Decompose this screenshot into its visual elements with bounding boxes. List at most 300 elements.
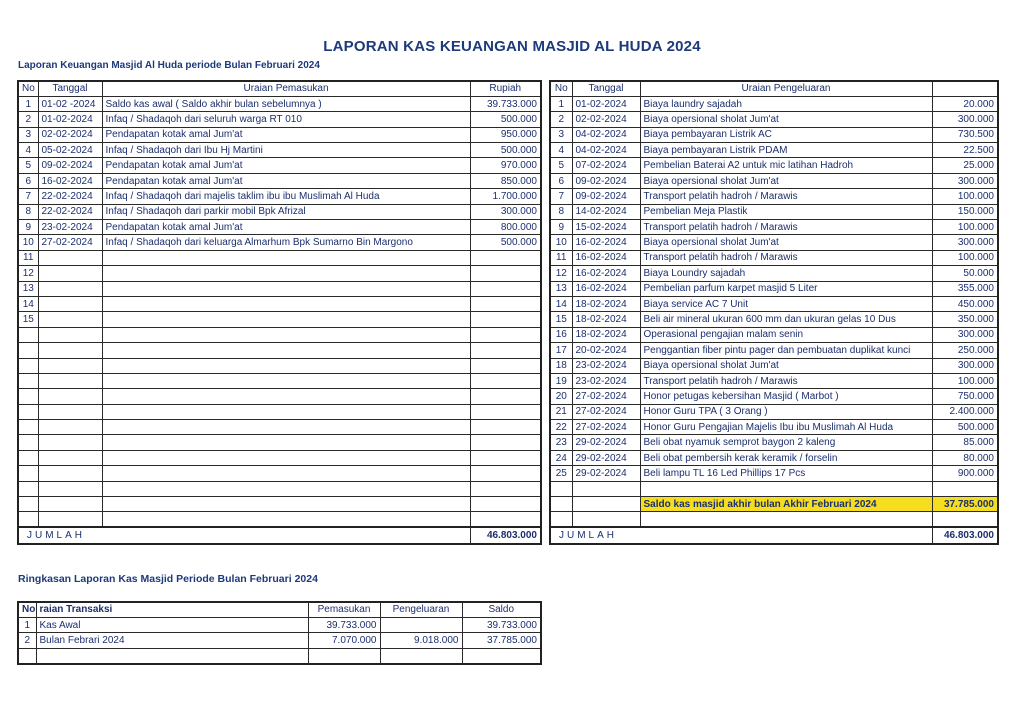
income-blank-cell xyxy=(18,450,38,465)
income-row xyxy=(18,96,541,111)
income-row-date: 09-02-2024 xyxy=(38,158,102,173)
expense-row-date: 20-02-2024 xyxy=(572,343,640,358)
income-row xyxy=(18,204,541,219)
summary-row-income: 7.070.000 xyxy=(308,633,380,648)
income-blank-cell xyxy=(18,512,38,527)
income-row-amount: 39.733.000 xyxy=(470,96,541,111)
income-blank-cell xyxy=(102,450,470,465)
income-header-date: Tanggal xyxy=(38,81,102,96)
summary-row-expense xyxy=(380,617,462,632)
income-row-no: 15 xyxy=(18,312,38,327)
income-row-amount: 950.000 xyxy=(470,127,541,142)
expense-row-desc: Biaya pembayaran Listrik AC xyxy=(640,127,932,142)
expense-row-desc: Pembelian parfum karpet masjid 5 Liter xyxy=(640,281,932,296)
summary-row-expense: 9.018.000 xyxy=(380,633,462,648)
income-row-amount: 1.700.000 xyxy=(470,189,541,204)
income-blank-cell xyxy=(102,435,470,450)
income-row-desc: Pendapatan kotak amal Jum'at xyxy=(102,220,470,235)
expense-row-amount: 250.000 xyxy=(932,343,998,358)
expense-row-date: 18-02-2024 xyxy=(572,327,640,342)
expense-row-amount: 300.000 xyxy=(932,112,998,127)
income-blank-cell xyxy=(102,512,470,527)
income-row-no: 2 xyxy=(18,112,38,127)
income-blank-cell xyxy=(470,358,541,373)
income-total-row xyxy=(18,527,541,544)
expense-row-date: 04-02-2024 xyxy=(572,127,640,142)
expense-row xyxy=(550,296,998,311)
income-row-amount xyxy=(470,250,541,265)
income-row-no: 5 xyxy=(18,158,38,173)
income-row-amount: 850.000 xyxy=(470,173,541,188)
income-row-no: 3 xyxy=(18,127,38,142)
expense-row-no: 17 xyxy=(550,343,572,358)
expense-row-amount: 20.000 xyxy=(932,96,998,111)
income-row xyxy=(18,127,541,142)
expense-blank-cell xyxy=(640,481,932,496)
expense-row xyxy=(550,404,998,419)
expense-row-desc: Biaya laundry sajadah xyxy=(640,96,932,111)
income-blank-cell xyxy=(470,450,541,465)
income-blank-row xyxy=(18,327,541,342)
income-row-amount: 300.000 xyxy=(470,204,541,219)
report-subtitle: Laporan Keuangan Masjid Al Huda periode Bulan Februari 2024 xyxy=(18,60,320,71)
expense-row-desc: Honor petugas kebersihan Masjid ( Marbot ) xyxy=(640,389,932,404)
expense-row-desc: Transport pelatih hadroh / Marawis xyxy=(640,189,932,204)
expense-row xyxy=(550,143,998,158)
income-blank-row xyxy=(18,389,541,404)
income-row-desc: Infaq / Shadaqoh dari seluruh warga RT 010 xyxy=(102,112,470,127)
income-blank-cell xyxy=(102,389,470,404)
income-blank-cell xyxy=(102,404,470,419)
summary-blank-cell xyxy=(380,648,462,663)
income-row-desc: Pendapatan kotak amal Jum'at xyxy=(102,158,470,173)
expense-closing-row xyxy=(550,497,998,512)
expense-row xyxy=(550,204,998,219)
expense-row xyxy=(550,220,998,235)
expense-row-date: 29-02-2024 xyxy=(572,466,640,481)
income-row-amount xyxy=(470,281,541,296)
summary-row xyxy=(18,617,541,632)
expense-row-date: 27-02-2024 xyxy=(572,389,640,404)
income-blank-cell xyxy=(18,404,38,419)
expense-row xyxy=(550,112,998,127)
income-blank-cell xyxy=(18,373,38,388)
expense-row-amount: 100.000 xyxy=(932,189,998,204)
income-row xyxy=(18,189,541,204)
income-row-desc xyxy=(102,296,470,311)
expense-row-desc: Honor Guru TPA ( 3 Orang ) xyxy=(640,404,932,419)
expense-row-no: 5 xyxy=(550,158,572,173)
expense-total-label: JUMLAH xyxy=(550,527,932,544)
expense-row xyxy=(550,373,998,388)
income-blank-cell xyxy=(470,481,541,496)
expense-row-no: 25 xyxy=(550,466,572,481)
expense-row-desc: Biaya Loundry sajadah xyxy=(640,266,932,281)
expense-row-amount: 355.000 xyxy=(932,281,998,296)
expense-row-no: 3 xyxy=(550,127,572,142)
expense-row-no: 20 xyxy=(550,389,572,404)
expense-row-date: 16-02-2024 xyxy=(572,281,640,296)
income-blank-row xyxy=(18,466,541,481)
summary-blank-cell xyxy=(462,648,541,663)
income-blank-cell xyxy=(38,343,102,358)
summary-header-desc: raian Transaksi xyxy=(36,602,308,617)
expense-row-desc: Penggantian fiber pintu pager dan pembuatan duplikat kunci xyxy=(640,343,932,358)
income-blank-cell xyxy=(18,497,38,512)
report-title: LAPORAN KAS KEUANGAN MASJID AL HUDA 2024 xyxy=(323,38,701,55)
income-row-desc xyxy=(102,312,470,327)
income-blank-cell xyxy=(470,343,541,358)
income-total-label: JUMLAH xyxy=(18,527,470,544)
income-blank-cell xyxy=(38,450,102,465)
income-row xyxy=(18,250,541,265)
income-row xyxy=(18,173,541,188)
expense-row-date: 27-02-2024 xyxy=(572,404,640,419)
summary-row-no: 1 xyxy=(18,617,36,632)
income-row-amount xyxy=(470,266,541,281)
expense-row-date: 04-02-2024 xyxy=(572,143,640,158)
expense-blank-cell xyxy=(572,481,640,496)
income-row-date xyxy=(38,312,102,327)
expense-row-no: 1 xyxy=(550,96,572,111)
expense-row-no: 22 xyxy=(550,420,572,435)
income-row-amount: 800.000 xyxy=(470,220,541,235)
income-blank-cell xyxy=(470,389,541,404)
expense-row-date: 29-02-2024 xyxy=(572,435,640,450)
income-row xyxy=(18,143,541,158)
income-blank-cell xyxy=(18,343,38,358)
income-row-date: 27-02-2024 xyxy=(38,235,102,250)
income-blank-row xyxy=(18,404,541,419)
income-blank-row xyxy=(18,420,541,435)
income-row-desc: Infaq / Shadaqoh dari parkir mobil Bpk Afrizal xyxy=(102,204,470,219)
expense-row xyxy=(550,327,998,342)
expense-row-desc: Biaya opersional sholat Jum'at xyxy=(640,358,932,373)
expense-row-amount: 100.000 xyxy=(932,373,998,388)
expense-row-date: 18-02-2024 xyxy=(572,312,640,327)
income-blank-row xyxy=(18,373,541,388)
income-blank-cell xyxy=(38,389,102,404)
expense-row-amount: 500.000 xyxy=(932,420,998,435)
expense-row-desc: Biaya opersional sholat Jum'at xyxy=(640,173,932,188)
expense-total-row xyxy=(550,527,998,544)
income-body xyxy=(18,96,541,544)
income-row xyxy=(18,312,541,327)
summary-header-no: No xyxy=(18,602,36,617)
income-row-amount: 500.000 xyxy=(470,143,541,158)
expense-row-amount: 750.000 xyxy=(932,389,998,404)
expense-row xyxy=(550,450,998,465)
income-row-no: 11 xyxy=(18,250,38,265)
expense-blank-cell xyxy=(572,497,640,512)
expense-row-no: 16 xyxy=(550,327,572,342)
income-blank-cell xyxy=(38,481,102,496)
expense-header-date: Tanggal xyxy=(572,81,640,96)
expense-row-no: 8 xyxy=(550,204,572,219)
income-row-amount: 500.000 xyxy=(470,235,541,250)
expense-row-no: 10 xyxy=(550,235,572,250)
expense-row-amount: 300.000 xyxy=(932,358,998,373)
income-row-desc: Saldo kas awal ( Saldo akhir bulan sebelumnya ) xyxy=(102,96,470,111)
expense-row xyxy=(550,435,998,450)
income-row xyxy=(18,296,541,311)
expense-blank-cell xyxy=(932,481,998,496)
income-blank-cell xyxy=(102,481,470,496)
expense-row-amount: 2.400.000 xyxy=(932,404,998,419)
expense-row-amount: 100.000 xyxy=(932,250,998,265)
income-blank-cell xyxy=(470,435,541,450)
income-blank-row xyxy=(18,358,541,373)
income-blank-cell xyxy=(102,497,470,512)
expense-row-desc: Beli obat nyamuk semprot baygon 2 kaleng xyxy=(640,435,932,450)
income-row-amount: 970.000 xyxy=(470,158,541,173)
expense-row-date: 01-02-2024 xyxy=(572,96,640,111)
income-blank-cell xyxy=(102,420,470,435)
expense-row-no: 13 xyxy=(550,281,572,296)
expense-row xyxy=(550,281,998,296)
income-row-date xyxy=(38,296,102,311)
income-row-date: 16-02-2024 xyxy=(38,173,102,188)
expense-row xyxy=(550,358,998,373)
income-blank-cell xyxy=(38,373,102,388)
expense-row-no: 2 xyxy=(550,112,572,127)
expense-row xyxy=(550,189,998,204)
expense-table xyxy=(549,80,999,545)
expense-row xyxy=(550,235,998,250)
expense-row xyxy=(550,343,998,358)
expense-row-date: 16-02-2024 xyxy=(572,266,640,281)
income-blank-cell xyxy=(38,404,102,419)
expense-row-no: 9 xyxy=(550,220,572,235)
income-blank-cell xyxy=(18,358,38,373)
summary-header-income: Pemasukan xyxy=(308,602,380,617)
expense-row-amount: 100.000 xyxy=(932,220,998,235)
expense-header-desc: Uraian Pengeluaran xyxy=(640,81,932,96)
expense-row-no: 14 xyxy=(550,296,572,311)
expense-row-no: 18 xyxy=(550,358,572,373)
expense-row-desc: Operasional pengajian malam senin xyxy=(640,327,932,342)
expense-row-amount: 300.000 xyxy=(932,327,998,342)
expense-row-amount: 22.500 xyxy=(932,143,998,158)
income-blank-row xyxy=(18,497,541,512)
expense-blank-cell xyxy=(640,512,932,527)
income-row-no: 7 xyxy=(18,189,38,204)
income-row xyxy=(18,281,541,296)
expense-row-no: 24 xyxy=(550,450,572,465)
expense-row xyxy=(550,389,998,404)
expense-row-amount: 350.000 xyxy=(932,312,998,327)
income-row-date: 02-02-2024 xyxy=(38,127,102,142)
expense-row-date: 09-02-2024 xyxy=(572,173,640,188)
income-header-amount: Rupiah xyxy=(470,81,541,96)
income-blank-cell xyxy=(470,512,541,527)
expense-row-desc: Honor Guru Pengajian Majelis Ibu ibu Muslimah Al Huda xyxy=(640,420,932,435)
expense-row-amount: 85.000 xyxy=(932,435,998,450)
income-row-no: 1 xyxy=(18,96,38,111)
income-blank-row xyxy=(18,481,541,496)
expense-row-date: 09-02-2024 xyxy=(572,189,640,204)
income-row xyxy=(18,112,541,127)
income-blank-cell xyxy=(18,481,38,496)
summary-row xyxy=(18,633,541,648)
income-blank-cell xyxy=(38,466,102,481)
income-row-amount: 500.000 xyxy=(470,112,541,127)
income-blank-cell xyxy=(18,389,38,404)
expense-row-amount: 900.000 xyxy=(932,466,998,481)
income-table xyxy=(17,80,542,545)
income-row-no: 14 xyxy=(18,296,38,311)
expense-blank-cell xyxy=(932,512,998,527)
income-blank-cell xyxy=(18,420,38,435)
expense-row-amount: 150.000 xyxy=(932,204,998,219)
income-blank-cell xyxy=(102,373,470,388)
summary-header-row xyxy=(18,602,541,617)
expense-row-date: 02-02-2024 xyxy=(572,112,640,127)
income-blank-row xyxy=(18,343,541,358)
summary-row-income: 39.733.000 xyxy=(308,617,380,632)
income-row-date: 01-02 -2024 xyxy=(38,96,102,111)
expense-row-amount: 450.000 xyxy=(932,296,998,311)
income-row-no: 12 xyxy=(18,266,38,281)
expense-row-date: 23-02-2024 xyxy=(572,358,640,373)
expense-header-no: No xyxy=(550,81,572,96)
expense-row-date: 27-02-2024 xyxy=(572,420,640,435)
income-row-date: 23-02-2024 xyxy=(38,220,102,235)
summary-header-expense: Pengeluaran xyxy=(380,602,462,617)
income-blank-cell xyxy=(102,466,470,481)
expense-blank-row xyxy=(550,481,998,496)
expense-row-date: 14-02-2024 xyxy=(572,204,640,219)
income-blank-cell xyxy=(38,358,102,373)
summary-body xyxy=(18,617,541,663)
summary-blank-row xyxy=(18,648,541,663)
income-header-no: No xyxy=(18,81,38,96)
expense-row-date: 16-02-2024 xyxy=(572,250,640,265)
income-blank-cell xyxy=(18,327,38,342)
income-blank-cell xyxy=(18,466,38,481)
expense-row-no: 23 xyxy=(550,435,572,450)
income-blank-cell xyxy=(470,420,541,435)
expense-row-date: 18-02-2024 xyxy=(572,296,640,311)
summary-blank-cell xyxy=(308,648,380,663)
summary-blank-cell xyxy=(36,648,308,663)
summary-blank-cell xyxy=(18,648,36,663)
income-row-no: 8 xyxy=(18,204,38,219)
income-row xyxy=(18,235,541,250)
expense-header-row xyxy=(550,81,998,96)
income-blank-cell xyxy=(470,327,541,342)
expense-row-no: 21 xyxy=(550,404,572,419)
income-header-desc: Uraian Pemasukan xyxy=(102,81,470,96)
income-row-no: 13 xyxy=(18,281,38,296)
income-total-value: 46.803.000 xyxy=(470,527,541,544)
expense-blank-cell xyxy=(550,512,572,527)
income-blank-cell xyxy=(18,435,38,450)
expense-row xyxy=(550,420,998,435)
closing-balance-label: Saldo kas masjid akhir bulan Akhir Februari 2024 xyxy=(640,497,932,512)
income-row-no: 4 xyxy=(18,143,38,158)
summary-title: Ringkasan Laporan Kas Masjid Periode Bulan Februari 2024 xyxy=(18,573,318,585)
income-row-date: 05-02-2024 xyxy=(38,143,102,158)
expense-row-amount: 300.000 xyxy=(932,173,998,188)
expense-row-desc: Biaya pembayaran Listrik PDAM xyxy=(640,143,932,158)
income-blank-cell xyxy=(470,497,541,512)
expense-row-desc: Biaya service AC 7 Unit xyxy=(640,296,932,311)
income-blank-row xyxy=(18,435,541,450)
income-blank-cell xyxy=(38,420,102,435)
closing-balance-value: 37.785.000 xyxy=(932,497,998,512)
income-row-desc: Pendapatan kotak amal Jum'at xyxy=(102,127,470,142)
expense-row-date: 23-02-2024 xyxy=(572,373,640,388)
expense-row-amount: 730.500 xyxy=(932,127,998,142)
expense-row-desc: Transport pelatih hadroh / Marawis xyxy=(640,220,932,235)
income-row-date xyxy=(38,266,102,281)
income-row-amount xyxy=(470,296,541,311)
income-blank-cell xyxy=(470,373,541,388)
summary-table xyxy=(17,601,542,665)
expense-blank-cell xyxy=(550,481,572,496)
income-blank-cell xyxy=(38,512,102,527)
income-row-desc: Infaq / Shadaqoh dari Ibu Hj Martini xyxy=(102,143,470,158)
income-row-desc xyxy=(102,266,470,281)
income-blank-row xyxy=(18,450,541,465)
expense-row-no: 6 xyxy=(550,173,572,188)
expense-row xyxy=(550,173,998,188)
expense-blank-cell xyxy=(572,512,640,527)
expense-row-desc: Beli obat pembersih kerak keramik / forselin xyxy=(640,450,932,465)
expense-row-desc: Pembelian Meja Plastik xyxy=(640,204,932,219)
expense-body xyxy=(550,96,998,544)
expense-row xyxy=(550,250,998,265)
expense-row-no: 19 xyxy=(550,373,572,388)
expense-row-date: 15-02-2024 xyxy=(572,220,640,235)
expense-row-desc: Beli air mineral ukuran 600 mm dan ukuran gelas 10 Dus xyxy=(640,312,932,327)
summary-row-desc: Kas Awal xyxy=(36,617,308,632)
expense-row xyxy=(550,158,998,173)
income-row-date: 22-02-2024 xyxy=(38,204,102,219)
summary-row-balance: 37.785.000 xyxy=(462,633,541,648)
summary-header-balance: Saldo xyxy=(462,602,541,617)
income-header-row xyxy=(18,81,541,96)
expense-row-date: 16-02-2024 xyxy=(572,235,640,250)
expense-total-value: 46.803.000 xyxy=(932,527,998,544)
expense-row-amount: 25.000 xyxy=(932,158,998,173)
income-row xyxy=(18,266,541,281)
income-blank-cell xyxy=(38,435,102,450)
expense-blank-cell xyxy=(550,497,572,512)
income-blank-row xyxy=(18,512,541,527)
expense-row xyxy=(550,127,998,142)
expense-row-no: 12 xyxy=(550,266,572,281)
expense-row-amount: 80.000 xyxy=(932,450,998,465)
expense-row xyxy=(550,312,998,327)
expense-row-no: 11 xyxy=(550,250,572,265)
expense-row-amount: 300.000 xyxy=(932,235,998,250)
expense-row-amount: 50.000 xyxy=(932,266,998,281)
expense-row-desc: Transport pelatih hadroh / Marawis xyxy=(640,373,932,388)
summary-row-no: 2 xyxy=(18,633,36,648)
summary-row-balance: 39.733.000 xyxy=(462,617,541,632)
income-blank-cell xyxy=(102,343,470,358)
income-blank-cell xyxy=(470,404,541,419)
expense-row-desc: Beli lampu TL 16 Led Phillips 17 Pcs xyxy=(640,466,932,481)
income-row xyxy=(18,158,541,173)
expense-row xyxy=(550,96,998,111)
expense-row-date: 07-02-2024 xyxy=(572,158,640,173)
expense-row-no: 15 xyxy=(550,312,572,327)
income-blank-cell xyxy=(470,466,541,481)
income-row xyxy=(18,220,541,235)
